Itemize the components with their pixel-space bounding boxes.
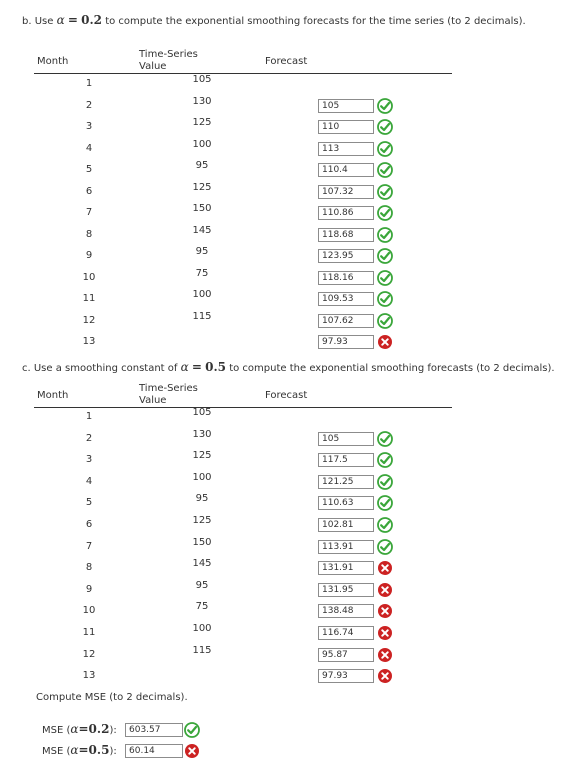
mse-label-suffix: ): bbox=[109, 746, 117, 757]
forecast-input[interactable]: 110.86 bbox=[318, 206, 374, 220]
value-header-line1: Time-Series bbox=[139, 383, 198, 394]
check-circle-icon bbox=[377, 517, 393, 533]
value-cell: 125 bbox=[192, 515, 212, 526]
forecast-header: Forecast bbox=[265, 56, 308, 67]
value-header-line2: Value bbox=[139, 395, 167, 406]
question-b-prefix: b. Use bbox=[22, 16, 54, 27]
month-cell: 8 bbox=[85, 562, 93, 574]
mse-label-prefix: MSE ( bbox=[42, 725, 71, 736]
forecast-input[interactable]: 109.53 bbox=[318, 292, 374, 306]
equals-sign: = bbox=[67, 13, 78, 27]
month-cell: 12 bbox=[82, 648, 96, 660]
value-cell: 125 bbox=[192, 181, 212, 193]
mse-input[interactable]: 603.57 bbox=[125, 723, 183, 737]
check-circle-icon bbox=[377, 184, 393, 200]
month-cell: 1 bbox=[85, 411, 93, 422]
x-circle-icon bbox=[377, 560, 393, 576]
value-cell: 115 bbox=[192, 310, 212, 322]
question-c-suffix: to compute the exponential smoothing forecasts (to 2 decimals). bbox=[229, 363, 555, 374]
value-cell: 130 bbox=[192, 428, 212, 440]
forecast-input[interactable]: 118.16 bbox=[318, 271, 374, 285]
month-cell: 6 bbox=[85, 519, 93, 530]
forecast-input[interactable]: 97.93 bbox=[318, 335, 374, 349]
month-cell: 7 bbox=[85, 207, 93, 218]
check-circle-icon bbox=[377, 539, 393, 555]
check-circle-icon bbox=[184, 722, 200, 738]
month-cell: 10 bbox=[82, 605, 96, 617]
question-c bbox=[22, 360, 555, 374]
month-cell: 13 bbox=[82, 670, 96, 682]
mse-input[interactable]: 60.14 bbox=[125, 744, 183, 758]
mse-label-prefix: MSE ( bbox=[42, 746, 71, 757]
alpha-symbol: α bbox=[70, 743, 79, 757]
forecast-input[interactable]: 113.91 bbox=[318, 540, 374, 554]
equals-sign: = bbox=[191, 360, 202, 374]
check-circle-icon bbox=[377, 452, 393, 468]
forecast-input[interactable]: 107.62 bbox=[318, 314, 374, 328]
check-circle-icon bbox=[377, 141, 393, 157]
check-circle-icon bbox=[377, 248, 393, 264]
value-cell: 95 bbox=[195, 246, 209, 257]
header-rule bbox=[34, 407, 452, 408]
month-cell: 3 bbox=[85, 454, 93, 466]
check-circle-icon bbox=[377, 205, 393, 221]
forecast-input[interactable]: 102.81 bbox=[318, 518, 374, 532]
value-cell: 100 bbox=[192, 471, 212, 483]
value-cell: 75 bbox=[195, 267, 209, 279]
month-cell: 7 bbox=[85, 540, 93, 552]
value-cell: 150 bbox=[192, 203, 212, 214]
alpha-value: 0.2 bbox=[81, 13, 103, 27]
alpha-value: 0.5 bbox=[205, 360, 227, 374]
forecast-input[interactable]: 105 bbox=[318, 432, 374, 446]
month-cell: 13 bbox=[82, 336, 96, 347]
forecast-input[interactable]: 110.4 bbox=[318, 163, 374, 177]
check-circle-icon bbox=[377, 313, 393, 329]
value-cell: 150 bbox=[192, 536, 212, 548]
alpha-value: 0.2 bbox=[88, 722, 110, 736]
forecast-input[interactable]: 117.5 bbox=[318, 453, 374, 467]
value-cell: 130 bbox=[192, 95, 212, 107]
value-cell: 95 bbox=[195, 579, 209, 591]
month-cell: 6 bbox=[85, 185, 93, 197]
alpha-value: 0.5 bbox=[88, 743, 110, 757]
x-circle-icon bbox=[377, 582, 393, 598]
value-cell: 125 bbox=[192, 117, 212, 128]
forecast-input[interactable]: 97.93 bbox=[318, 669, 374, 683]
forecast-input[interactable]: 113 bbox=[318, 142, 374, 156]
forecast-input[interactable]: 95.87 bbox=[318, 648, 374, 662]
check-circle-icon bbox=[377, 98, 393, 114]
value-header-line2: Value bbox=[139, 61, 167, 72]
month-cell: 8 bbox=[85, 228, 93, 240]
value-cell: 105 bbox=[192, 74, 212, 85]
month-cell: 10 bbox=[82, 271, 96, 283]
equals-sign: = bbox=[78, 743, 89, 757]
forecast-input[interactable]: 110 bbox=[318, 120, 374, 134]
value-cell: 100 bbox=[192, 138, 212, 150]
month-cell: 5 bbox=[85, 164, 93, 175]
value-cell: 100 bbox=[192, 289, 212, 300]
value-cell: 100 bbox=[192, 623, 212, 634]
question-b bbox=[22, 13, 526, 27]
forecast-input[interactable]: 131.95 bbox=[318, 583, 374, 597]
equals-sign: = bbox=[78, 722, 89, 736]
mse-label-suffix: ): bbox=[109, 725, 117, 736]
x-circle-icon bbox=[184, 743, 200, 759]
month-cell: 11 bbox=[82, 293, 96, 304]
month-cell: 3 bbox=[85, 121, 93, 132]
value-cell: 115 bbox=[192, 644, 212, 656]
question-c-prefix: c. Use a smoothing constant of bbox=[22, 363, 178, 374]
check-circle-icon bbox=[377, 431, 393, 447]
forecast-input[interactable]: 110.63 bbox=[318, 496, 374, 510]
value-cell: 105 bbox=[192, 407, 212, 418]
month-cell: 12 bbox=[82, 314, 96, 326]
forecast-header: Forecast bbox=[265, 390, 308, 401]
value-cell: 145 bbox=[192, 224, 212, 236]
check-circle-icon bbox=[377, 474, 393, 490]
month-cell: 2 bbox=[85, 99, 93, 111]
value-cell: 95 bbox=[195, 493, 209, 505]
question-b-suffix: to compute the exponential smoothing forecasts for the time series (to 2 decimals). bbox=[105, 16, 526, 27]
check-circle-icon bbox=[377, 495, 393, 511]
alpha-symbol: α bbox=[70, 722, 79, 736]
month-cell: 9 bbox=[85, 583, 93, 595]
forecast-input[interactable]: 131.91 bbox=[318, 561, 374, 575]
forecast-input[interactable]: 105 bbox=[318, 99, 374, 113]
forecast-input[interactable]: 116.74 bbox=[318, 626, 374, 640]
value-header-line1: Time-Series bbox=[139, 49, 198, 60]
check-circle-icon bbox=[377, 270, 393, 286]
month-cell: 11 bbox=[82, 627, 96, 638]
value-cell: 125 bbox=[192, 450, 212, 462]
mse-prompt: Compute MSE (to 2 decimals). bbox=[36, 692, 188, 703]
header-rule bbox=[34, 73, 452, 74]
x-circle-icon bbox=[377, 603, 393, 619]
month-cell: 1 bbox=[85, 78, 93, 89]
mse-label bbox=[42, 722, 117, 736]
check-circle-icon bbox=[377, 227, 393, 243]
x-circle-icon bbox=[377, 334, 393, 350]
check-circle-icon bbox=[377, 291, 393, 307]
forecast-input[interactable]: 121.25 bbox=[318, 475, 374, 489]
x-circle-icon bbox=[377, 668, 393, 684]
month-cell: 2 bbox=[85, 432, 93, 444]
value-cell: 95 bbox=[195, 160, 209, 171]
alpha-symbol: α bbox=[180, 360, 189, 374]
month-cell: 5 bbox=[85, 497, 93, 509]
forecast-input[interactable]: 107.32 bbox=[318, 185, 374, 199]
month-header: Month bbox=[37, 56, 69, 67]
check-circle-icon bbox=[377, 119, 393, 135]
month-header: Month bbox=[37, 390, 69, 401]
x-circle-icon bbox=[377, 647, 393, 663]
forecast-input[interactable]: 138.48 bbox=[318, 604, 374, 618]
value-cell: 145 bbox=[192, 558, 212, 570]
forecast-input[interactable]: 123.95 bbox=[318, 249, 374, 263]
forecast-input[interactable]: 118.68 bbox=[318, 228, 374, 242]
month-cell: 4 bbox=[85, 142, 93, 154]
mse-label bbox=[42, 743, 117, 757]
check-circle-icon bbox=[377, 162, 393, 178]
value-cell: 75 bbox=[195, 601, 209, 613]
month-cell: 4 bbox=[85, 475, 93, 487]
month-cell: 9 bbox=[85, 250, 93, 261]
alpha-symbol: α bbox=[56, 13, 65, 27]
x-circle-icon bbox=[377, 625, 393, 641]
